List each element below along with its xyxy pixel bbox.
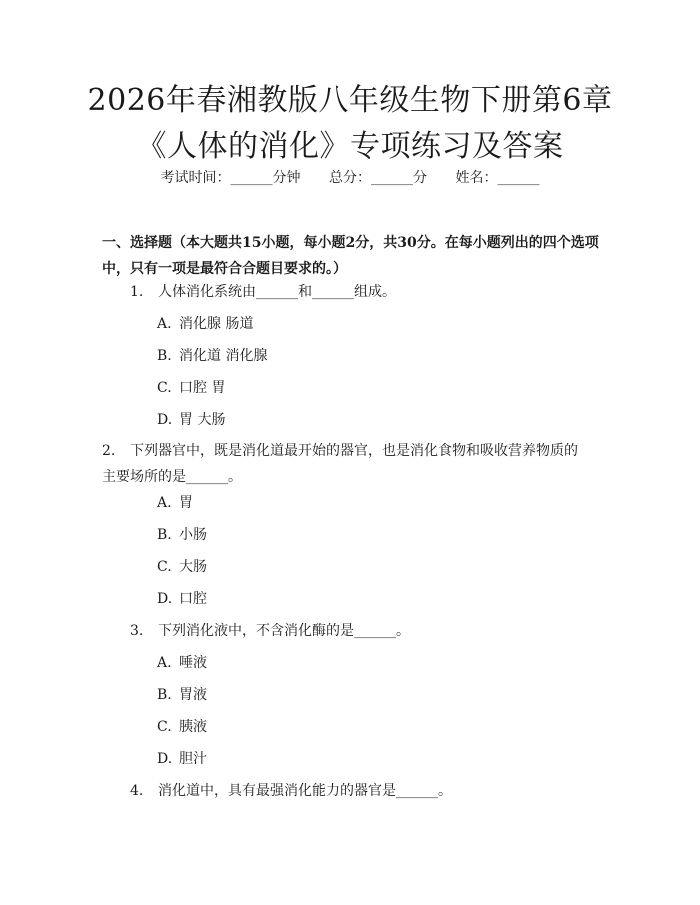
question-2-option-b: B. 小肠 <box>157 527 207 543</box>
question-3-option-a: A. 唾液 <box>157 655 207 671</box>
question-number: 4. <box>130 783 144 799</box>
document-title: 2026年春湘教版八年级生物下册第6章《人体的消化》专项练习及答案 <box>87 83 613 164</box>
question-4 <box>130 779 452 803</box>
question-3-option-c: C. 胰液 <box>157 719 207 735</box>
question-3-option-b: B. 胃液 <box>157 687 207 703</box>
question-1-option-c: C. 口腔 胃 <box>157 380 226 396</box>
question-3 <box>130 619 410 643</box>
question-2 <box>102 438 582 490</box>
question-text: 消化道中，具有最强消化能力的器官是______。 <box>158 783 452 799</box>
exam-student-name: 姓名：______ <box>455 170 540 186</box>
question-text: 人体消化系统由______和______组成。 <box>158 284 396 300</box>
exam-meta <box>0 168 700 188</box>
question-number: 3. <box>130 623 144 639</box>
question-3-option-d: D. 胆汁 <box>157 751 207 767</box>
question-1-option-d: D. 胃 大肠 <box>157 412 226 428</box>
exam-total-score: 总分：______分 <box>329 170 427 186</box>
question-text: 下列器官中，既是消化道最开始的器官，也是消化食物和吸收营养物质的主要场所的是______。 <box>102 443 578 485</box>
question-number: 1. <box>130 284 144 300</box>
question-1-option-b: B. 消化道 消化腺 <box>157 348 268 364</box>
exam-time: 考试时间：______分钟 <box>160 170 301 186</box>
question-2-option-d: D. 口腔 <box>157 591 207 607</box>
question-number: 2. <box>102 443 116 459</box>
section-heading: 一、选择题（本大题共15小题，每小题2分，共30分。在每小题列出的四个选项中，只有一项是最符合合题目要求的。） <box>102 235 599 277</box>
question-1 <box>130 280 396 304</box>
question-2-option-c: C. 大肠 <box>157 559 207 575</box>
question-2-option-a: A. 胃 <box>157 495 193 511</box>
question-1-option-a: A. 消化腺 肠道 <box>157 316 254 332</box>
question-text: 下列消化液中，不含消化酶的是______。 <box>158 623 410 639</box>
